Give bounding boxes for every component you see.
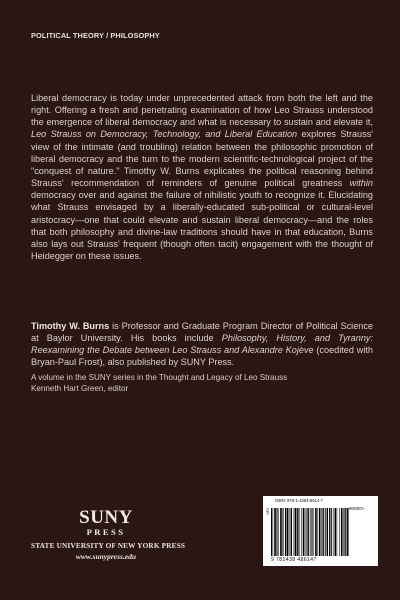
barcode-bar (312, 508, 313, 556)
barcode-bar (325, 508, 326, 556)
author-name: Timothy W. Burns (31, 321, 110, 331)
barcode-bar (345, 508, 346, 556)
barcode-bar (327, 508, 328, 556)
barcode-bar (339, 508, 340, 556)
series-line: A volume in the SUNY series in the Thought and Legacy of Leo Strauss (31, 373, 288, 382)
barcode-bar (334, 508, 335, 556)
book-description (31, 92, 373, 262)
barcode-bar (295, 508, 297, 556)
barcode-bar (303, 508, 305, 556)
description-part-1: Liberal democracy is today under unprecedented attack from both the left and the right. Offering a fresh and penetrating examination of how Leo Strauss understood the emergence of liberal democracy and what is necessary to sustain and elevate it, (31, 93, 373, 128)
barcode-bar (271, 508, 272, 556)
barcode-bar (341, 508, 343, 556)
barcode-bar (344, 508, 345, 556)
barcode-bar (315, 508, 317, 556)
description-part-3: democracy over and against the failure of nihilistic youth to recognize it. Elucidating what Strauss envisaged by a liberally-educated sub-political or cultural-level aristocracy—one that could elevate and sustain liberal democracy—and the roles that both philosophy and divine-law traditions should have in that education, Burns also lays out Strauss' frequent (though often tacit) engagement with the thought of Heidegger on these issues. (31, 190, 373, 262)
barcode-bar (321, 508, 322, 556)
publisher-imprint (31, 507, 186, 561)
barcode-bar (313, 508, 314, 556)
barcode-icon (271, 508, 349, 558)
press-logo-text: PRESS (86, 527, 126, 537)
author-bio-text-1: is Professor and Graduate Program Director of Political Science at Baylor University. His books include (31, 321, 373, 344)
publisher-name: STATE UNIVERSITY OF NEW YORK PRESS (31, 541, 186, 550)
barcode-bar (289, 508, 290, 556)
barcode-bar (294, 508, 295, 556)
author-book-title: Philosophy, History, and Tyranny: Reexamining the Debate between Leo Strauss and Alexandre Kojève (31, 333, 373, 356)
barcode-bar (277, 508, 278, 556)
barcode-bar (307, 508, 308, 556)
barcode-bar (291, 508, 292, 556)
barcode-bar (335, 508, 336, 556)
isbn-number: ISBN: 978-1-4384-8614-7 (275, 498, 323, 503)
publisher-url: www.sunypress.edu (75, 552, 137, 561)
barcode-bar (311, 508, 312, 556)
barcode-bar (329, 508, 330, 556)
barcode-bar (301, 508, 302, 556)
barcode-bar (290, 508, 291, 556)
barcode-bar (319, 508, 321, 556)
author-bio (31, 320, 373, 369)
barcode-bar (274, 508, 276, 556)
barcode-bar (348, 508, 349, 556)
barcode-bar (282, 508, 283, 556)
suny-logo-text: SUNY (79, 507, 133, 528)
barcode-bar (280, 508, 282, 556)
barcode-bar (322, 508, 323, 556)
category-label: POLITICAL THEORY / PHILOSOPHY (31, 31, 160, 40)
author-bio-text-2: (coedited with Bryan-Paul Frost), also published by SUNY Press. (31, 345, 373, 368)
description-book-title: Leo Strauss on Democracy, Technology, and Liberal Education (31, 129, 298, 140)
description-emphasis: within (349, 178, 373, 189)
barcode-bar (333, 508, 334, 556)
barcode-bar (300, 508, 301, 556)
description-part-2: explores Strauss' view of the intimate (and troubling) relation between the philosophic promotion of liberal democracy and the turn to the modern scientific-technological project of the "conquest of nature." Timothy W. Burns explicates the political reasoning behind Strauss' recommendation of reminders of genuine political greatness (31, 129, 374, 189)
barcode-price-code: 90000> (349, 506, 365, 511)
barcode-bar (276, 508, 277, 556)
barcode-bar (305, 508, 306, 556)
barcode-panel (263, 496, 378, 566)
barcode-bar (273, 508, 274, 556)
barcode-bar (308, 508, 309, 556)
barcode-bar (310, 508, 311, 556)
barcode-bar (331, 508, 332, 556)
barcode-bar (287, 508, 289, 556)
barcode-bar (347, 508, 348, 556)
barcode-bar (283, 508, 284, 556)
series-editor: Kenneth Hart Green, editor (31, 384, 129, 393)
series-note (31, 372, 373, 394)
barcode-bar (298, 508, 299, 556)
barcode-mfg-code: NFS (266, 508, 270, 515)
barcode-bar (297, 508, 298, 556)
barcode-bar (343, 508, 344, 556)
barcode-bar (323, 508, 324, 556)
barcode-digits: 9 781438 486147 (271, 557, 317, 563)
barcode-bar (337, 508, 338, 556)
barcode-bar (317, 508, 318, 556)
barcode-bar (285, 508, 286, 556)
